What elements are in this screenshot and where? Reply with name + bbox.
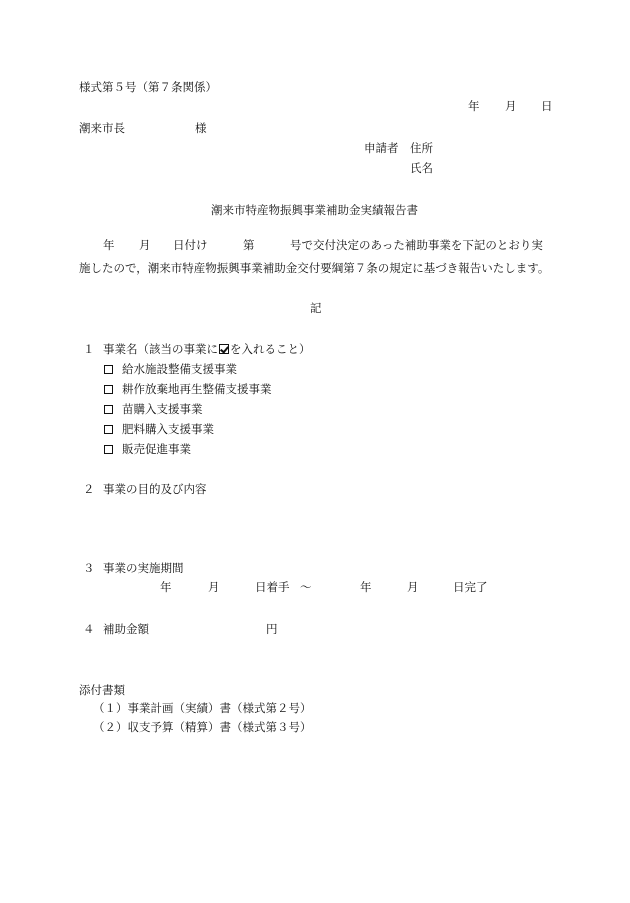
section2-label: 事業の目的及び内容 [103,482,207,496]
section1-label-after: を入れること） [230,342,311,356]
attachments-heading: 添付書類 [79,683,125,697]
body-line1-rest: 号で交付決定のあった補助事業を下記のとおり実 [290,238,543,252]
applicant-label: 申請者 [364,141,399,155]
period-tilde: ～ [300,580,312,594]
period-end-year: 年 [360,580,372,594]
section1-item-label: 耕作放棄地再生整備支援事業 [122,382,272,396]
attachment-item: （２）収支予算（精算）書（様式第３号） [93,720,312,734]
name-label: 氏名 [410,161,433,175]
section1-label [103,344,311,356]
ki-heading: 記 [310,301,322,315]
section1-item [104,424,214,436]
section1-item [104,404,203,416]
section1-item [104,444,191,456]
attachment-item: （１）事業計画（実績）書（様式第２号） [93,701,312,715]
body-year: 年 [103,238,115,252]
checkbox-icon[interactable] [104,445,113,454]
section3-number: ３ [83,561,95,575]
section1-item-label: 販売促進事業 [122,442,191,456]
checkbox-icon[interactable] [104,425,113,434]
section4-number: ４ [83,622,95,636]
addressee: 潮来市長 [79,121,125,135]
address-label: 住所 [410,141,433,155]
checkbox-icon[interactable] [104,365,113,374]
section1-item [104,364,237,376]
body-number-prefix: 第 [243,238,255,252]
section1-item [104,384,272,396]
section3-label: 事業の実施期間 [103,561,184,575]
section2-number: ２ [83,482,95,496]
amount-unit: 円 [266,622,278,636]
period-start-year: 年 [160,580,172,594]
section1-item-label: 苗購入支援事業 [122,402,203,416]
date-day-label: 日 [541,99,553,113]
period-end-month: 月 [407,580,419,594]
form-number: 様式第５号（第７条関係） [79,80,217,94]
period-start-label: 日着手 [255,580,290,594]
body-month: 月 [139,238,151,252]
section4-label: 補助金額 [103,622,149,636]
section1-label-before: 事業名（該当の事業に [103,342,218,356]
document-title: 潮来市特産物振興事業補助金実績報告書 [211,203,418,217]
checked-box-icon [219,344,229,354]
section1-item-label: 給水施設整備支援事業 [122,362,237,376]
checkbox-icon[interactable] [104,405,113,414]
section1-item-label: 肥料購入支援事業 [122,422,214,436]
date-year-label: 年 [468,99,480,113]
section1-number: １ [83,342,95,356]
addressee-suffix: 様 [195,121,207,135]
body-line2: 施したので，潮来市特産物振興事業補助金交付要綱第７条の規定に基づき報告いたします。 [79,261,550,275]
period-end-label: 日完了 [453,580,488,594]
checkbox-icon[interactable] [104,385,113,394]
date-month-label: 月 [505,99,517,113]
body-dated: 日付け [173,238,208,252]
period-start-month: 月 [208,580,220,594]
